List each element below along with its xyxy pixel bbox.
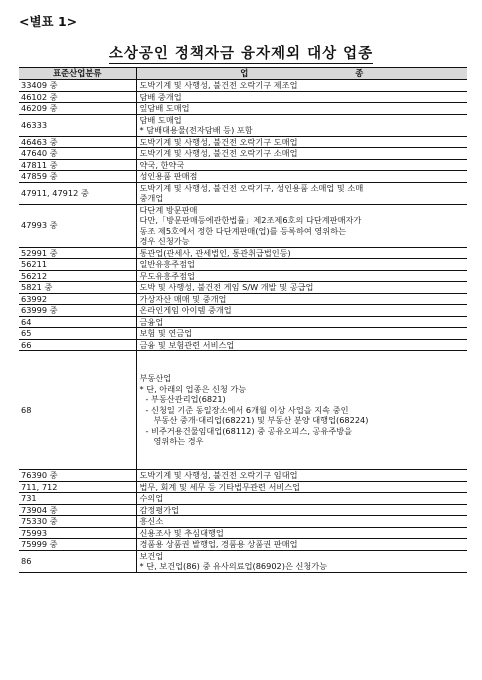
table-row [19, 504, 467, 516]
industry-description-cell [136, 103, 467, 115]
industry-description-line: 약국, 한약국 [139, 159, 185, 170]
industry-code-cell: 47911, 47912 중 [19, 182, 136, 204]
industry-code-cell: 75330 중 [19, 516, 136, 528]
industry-description-cell [136, 159, 467, 171]
industry-code-cell: 76390 중 [19, 470, 136, 482]
industry-description-cell [136, 293, 467, 305]
industry-code-cell: 56211 [19, 259, 136, 271]
industry-code-cell: 33409 중 [19, 80, 136, 92]
industry-description-cell [136, 481, 467, 493]
industry-description-cell [136, 328, 467, 340]
industry-code-cell: 47811 중 [19, 159, 136, 171]
table-row [19, 527, 467, 539]
industry-description-line: 무도유흥주점업 [139, 270, 195, 281]
industry-code-cell: 63992 [19, 293, 136, 305]
table-row [19, 182, 467, 204]
industry-code-cell: 52991 중 [19, 247, 136, 259]
table-row [19, 270, 467, 282]
industry-description-line: 금융업 [139, 316, 164, 327]
table-row [19, 316, 467, 328]
table-row [19, 282, 467, 294]
header-industry-type: 업 종 [136, 68, 467, 80]
excluded-industries-table [19, 67, 467, 573]
industry-description-line: 온라인게임 아이템 중개업 [139, 305, 232, 315]
industry-code-cell: 47859 중 [19, 171, 136, 183]
industry-description-cell [136, 316, 467, 328]
industry-description-line: 신용조사 및 추심대행업 [139, 527, 224, 538]
document-title-text: 소상공인 정책자금 융자제외 대상 업종 [108, 46, 374, 62]
industry-code-cell: 73904 중 [19, 504, 136, 516]
industry-code-cell: 46209 중 [19, 103, 136, 115]
industry-description-cell [136, 270, 467, 282]
industry-description-line: - 부동산관리업(6821) [145, 394, 226, 405]
table-row [19, 493, 467, 505]
industry-code-cell: 86 [19, 550, 136, 572]
table-row [19, 481, 467, 493]
industry-description-line: 잎담배 도매업 [139, 103, 190, 113]
industry-description-cell [136, 527, 467, 539]
table-row [19, 259, 467, 271]
industry-description-line: 경우 신청가능 [139, 236, 190, 246]
industry-description-cell [136, 550, 467, 572]
table-row [19, 148, 467, 160]
industry-description-line: - 비주거용건물임대업(68112) 중 공유오피스, 공유주방을 [145, 425, 353, 436]
industry-code-cell: 731 [19, 493, 136, 505]
table-row [19, 293, 467, 305]
industry-description-line: 도박기계 및 사행성, 불건전 오락기구 소매업 [139, 148, 298, 158]
industry-description-cell [136, 80, 467, 92]
industry-code-cell: 46102 중 [19, 91, 136, 103]
industry-description-line: 부동산업 [139, 373, 172, 384]
industry-code-cell: 46333 [19, 114, 136, 136]
industry-description-line: * 담배대용물(전자담배 등) 포함 [139, 125, 253, 135]
industry-description-line: 도박기계 및 사행성, 불건전 오락기구 임대업 [139, 470, 298, 480]
industry-code-cell: 46463 중 [19, 136, 136, 148]
industry-code-cell: 65 [19, 328, 136, 340]
industry-description-cell [136, 259, 467, 271]
industry-code-cell: 66 [19, 339, 136, 351]
industry-description-cell [136, 148, 467, 160]
industry-description-cell [136, 504, 467, 516]
industry-description-line: 도박기계 및 사행성, 불건전 오락기구, 성인용품 소매업 및 소매 [139, 182, 364, 193]
industry-description-cell [136, 493, 467, 505]
industry-description-cell [136, 204, 467, 247]
table-row [19, 171, 467, 183]
industry-code-cell: 64 [19, 316, 136, 328]
industry-description-line: * 단, 아래의 업종은 신청 가능 [139, 383, 247, 394]
table-row [19, 91, 467, 103]
header-industry-code: 표준산업분류 [19, 68, 136, 80]
industry-description-line: 동조 제5호에서 정한 다단계판매(업)를 등록하여 영위하는 [139, 225, 347, 236]
document-title [0, 42, 482, 63]
industry-description-cell [136, 539, 467, 551]
table-row [19, 539, 467, 551]
industry-description-cell [136, 247, 467, 259]
industry-description-cell [136, 516, 467, 528]
industry-description-line: 경품용 상품권 발행업, 경품용 상품권 판매업 [139, 539, 298, 549]
industry-code-cell: 75993 [19, 527, 136, 539]
table-row [19, 516, 467, 528]
table-row [19, 103, 467, 115]
table-row [19, 339, 467, 351]
industry-description-line: 성인용품 판매점 [139, 171, 198, 181]
industry-description-cell [136, 114, 467, 136]
industry-code-cell: 63999 중 [19, 305, 136, 317]
industry-description-cell [136, 182, 467, 204]
table-row [19, 247, 467, 259]
industry-description-line: 도박 및 사행성, 불건전 게임 S/W 개발 및 공급업 [139, 282, 314, 292]
industry-description-line: 일반유흥주점업 [139, 259, 195, 269]
table-row [19, 159, 467, 171]
industry-description-cell [136, 339, 467, 351]
industry-description-line: 부동산 중개·대리업(68221) 및 부동산 분양 대행업(68224) [153, 415, 369, 426]
industry-description-line: 다만,「방문판매등에관한법률」제2조제6호의 다단계판매자가 [139, 215, 362, 225]
industry-description-line: 통관업(관세사, 관세법인, 통관취급법인등) [139, 247, 291, 258]
table-row [19, 114, 467, 136]
industry-description-line: 담배 중개업 [139, 91, 182, 102]
industry-code-cell: 47640 중 [19, 148, 136, 160]
industry-description-line: 흥신소 [139, 516, 164, 526]
industry-code-cell: 56212 [19, 270, 136, 282]
industry-description-line: 보험 및 연금업 [139, 328, 193, 338]
industry-description-cell [136, 351, 467, 470]
industry-description-line: 다단계 방문판매 [139, 204, 198, 215]
industry-code-cell: 5821 중 [19, 282, 136, 294]
industry-description-line: 도박기계 및 사행성, 불건전 오락기구 도매업 [139, 136, 298, 147]
table-row [19, 550, 467, 572]
industry-code-cell: 68 [19, 351, 136, 470]
industry-code-cell: 47993 중 [19, 204, 136, 247]
industry-description-line: - 신청일 기준 동일장소에서 6개월 이상 사업을 지속 중인 [145, 404, 349, 415]
industry-code-cell: 711, 712 [19, 481, 136, 493]
table-row [19, 470, 467, 482]
industry-description-line: 담배 도매업 [139, 114, 182, 125]
industry-description-cell [136, 305, 467, 317]
industry-description-line: 도박기계 및 사행성, 불건전 오락기구 제조업 [139, 80, 298, 90]
industry-description-line: 보건업 [139, 550, 164, 561]
industry-description-line: 금융 및 보험관련 서비스업 [139, 339, 235, 350]
annex-label: <별표 1> [19, 14, 78, 29]
industry-description-cell [136, 91, 467, 103]
industry-description-cell [136, 470, 467, 482]
industry-description-line: 중개업 [139, 193, 164, 203]
table-row [19, 204, 467, 247]
industry-description-line: 수의업 [139, 493, 164, 503]
table-header-row [19, 68, 467, 80]
industry-description-line: 법무, 회계 및 세무 등 기타법무관련 서비스업 [139, 481, 301, 492]
table-row [19, 328, 467, 340]
industry-code-cell: 75999 중 [19, 539, 136, 551]
table-row [19, 80, 467, 92]
industry-description-cell [136, 171, 467, 183]
industry-description-cell [136, 282, 467, 294]
industry-description-cell [136, 136, 467, 148]
industry-description-line: 감정평가업 [139, 504, 180, 515]
industry-description-line: 영위하는 경우 [153, 436, 204, 447]
table-row [19, 136, 467, 148]
table-row [19, 351, 467, 470]
industry-description-line: * 단, 보건업(86) 중 유사의료업(86902)은 신청가능 [139, 561, 328, 571]
table-row [19, 305, 467, 317]
industry-description-line: 가상자산 매매 및 중개업 [139, 293, 227, 304]
table-body [19, 80, 467, 573]
